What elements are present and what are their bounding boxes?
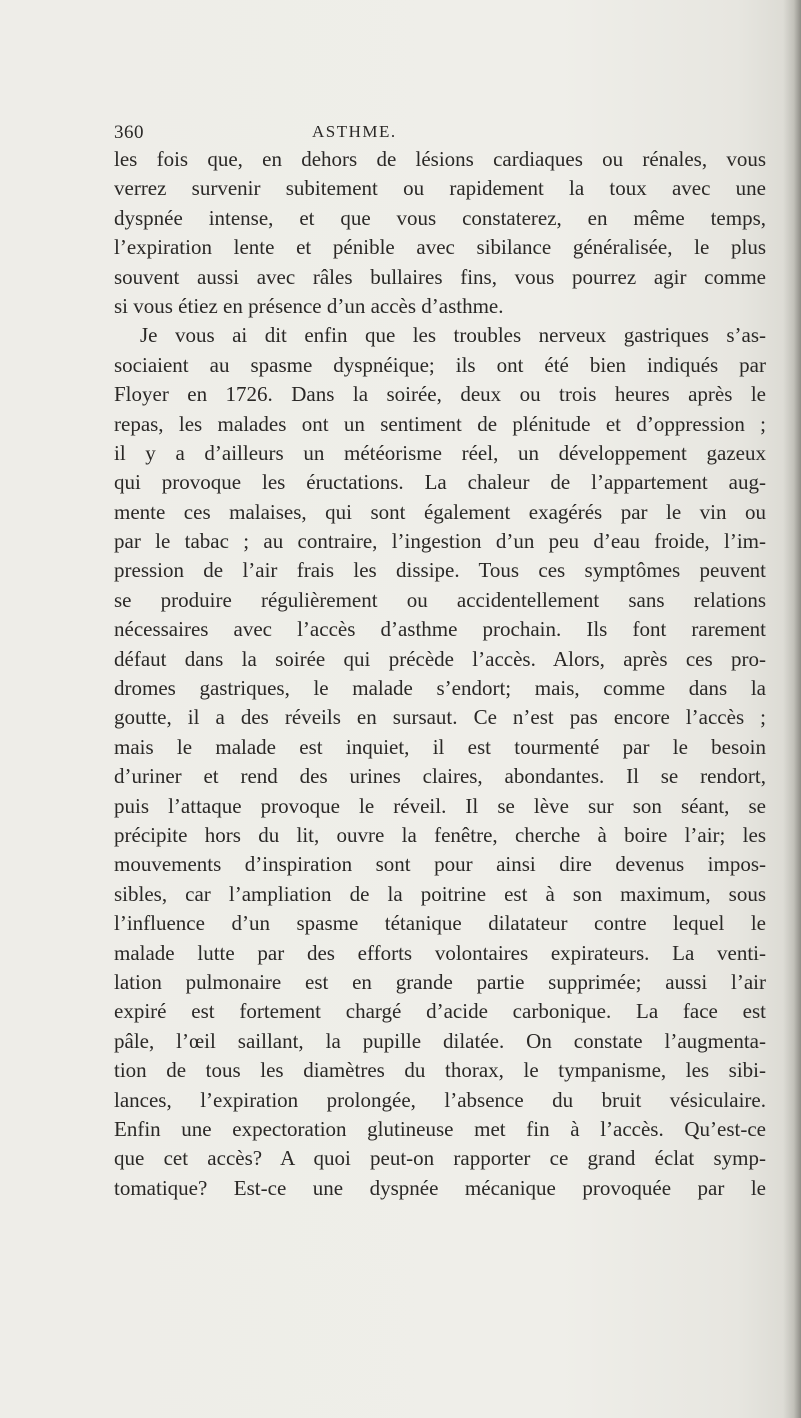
text-line: tion de tous les diamètres du thorax, le tympanisme, les sibi- <box>114 1058 766 1083</box>
text-line: sibles, car l’ampliation de la poitrine est à son maximum, sous <box>114 881 766 906</box>
text-line: dyspnée intense, et que vous constaterez, en même temps, <box>114 205 766 230</box>
text-line: Floyer en 1726. Dans la soirée, deux ou trois heures après le <box>114 382 766 407</box>
text-line: tomatique? Est-ce une dyspnée mécanique provoquée par le <box>114 1175 766 1200</box>
text-line: Enfin une expectoration glutineuse met fin à l’accès. Qu’est-ce <box>114 1116 766 1141</box>
text-line: par le tabac ; au contraire, l’ingestion d’un peu d’eau froide, l’im- <box>114 529 766 554</box>
text-line: défaut dans la soirée qui précède l’accès. Alors, après ces pro- <box>114 646 766 671</box>
text-line: nécessaires avec l’accès d’asthme prochain. Ils font rarement <box>114 617 766 642</box>
running-title: ASTHME. <box>312 122 397 141</box>
text-line: lances, l’expiration prolongée, l’absence du bruit vésiculaire. <box>114 1087 766 1112</box>
text-line: pâle, l’œil saillant, la pupille dilatée. On constate l’augmenta- <box>114 1028 766 1053</box>
page-edge-shadow <box>783 0 801 1418</box>
text-line: mente ces malaises, qui sont également exagérés par le vin ou <box>114 499 766 524</box>
text-line: se produire régulièrement ou accidentellement sans relations <box>114 587 766 612</box>
text-line: l’expiration lente et pénible avec sibilance généralisée, le plus <box>114 235 766 260</box>
text-line: souvent aussi avec râles bullaires fins, vous pourrez agir comme <box>114 264 766 289</box>
text-line: l’influence d’un spasme tétanique dilatateur contre lequel le <box>114 911 766 936</box>
text-line: repas, les malades ont un sentiment de plénitude et d’oppression ; <box>114 411 766 436</box>
text-line: expiré est fortement chargé d’acide carbonique. La face est <box>114 999 766 1024</box>
text-line: lation pulmonaire est en grande partie supprimée; aussi l’air <box>114 969 766 994</box>
text-line: précipite hors du lit, ouvre la fenêtre, cherche à boire l’air; les <box>114 822 766 847</box>
text-line: mouvements d’inspiration sont pour ainsi dire devenus impos- <box>114 852 766 877</box>
text-line: sociaient au spasme dyspnéique; ils ont été bien indiqués par <box>114 352 766 377</box>
page-header <box>114 122 714 146</box>
body-text <box>114 145 766 1203</box>
text-line: que cet accès? A quoi peut-on rapporter ce grand éclat symp- <box>114 1146 766 1171</box>
text-line: qui provoque les éructations. La chaleur de l’appartement aug- <box>114 470 766 495</box>
text-line: mais le malade est inquiet, il est tourmenté par le besoin <box>114 734 766 759</box>
text-line: dromes gastriques, le malade s’endort; mais, comme dans la <box>114 676 766 701</box>
text-line: d’uriner et rend des urines claires, abondantes. Il se rendort, <box>114 764 766 789</box>
text-line: il y a d’ailleurs un météorisme réel, un développement gazeux <box>114 440 766 465</box>
text-line: malade lutte par des efforts volontaires expirateurs. La venti- <box>114 940 766 965</box>
text-line: si vous étiez en présence d’un accès d’asthme. <box>114 293 504 318</box>
text-line: goutte, il a des réveils en sursaut. Ce n’est pas encore l’accès ; <box>114 705 766 730</box>
page-number: 360 <box>114 122 144 143</box>
text-line: pression de l’air frais les dissipe. Tous ces symptômes peuvent <box>114 558 766 583</box>
text-line: verrez survenir subitement ou rapidement la toux avec une <box>114 176 766 201</box>
text-line: puis l’attaque provoque le réveil. Il se lève sur son séant, se <box>114 793 766 818</box>
text-line: Je vous ai dit enfin que les troubles nerveux gastriques s’as- <box>140 323 766 348</box>
text-line: les fois que, en dehors de lésions cardiaques ou rénales, vous <box>114 147 766 171</box>
